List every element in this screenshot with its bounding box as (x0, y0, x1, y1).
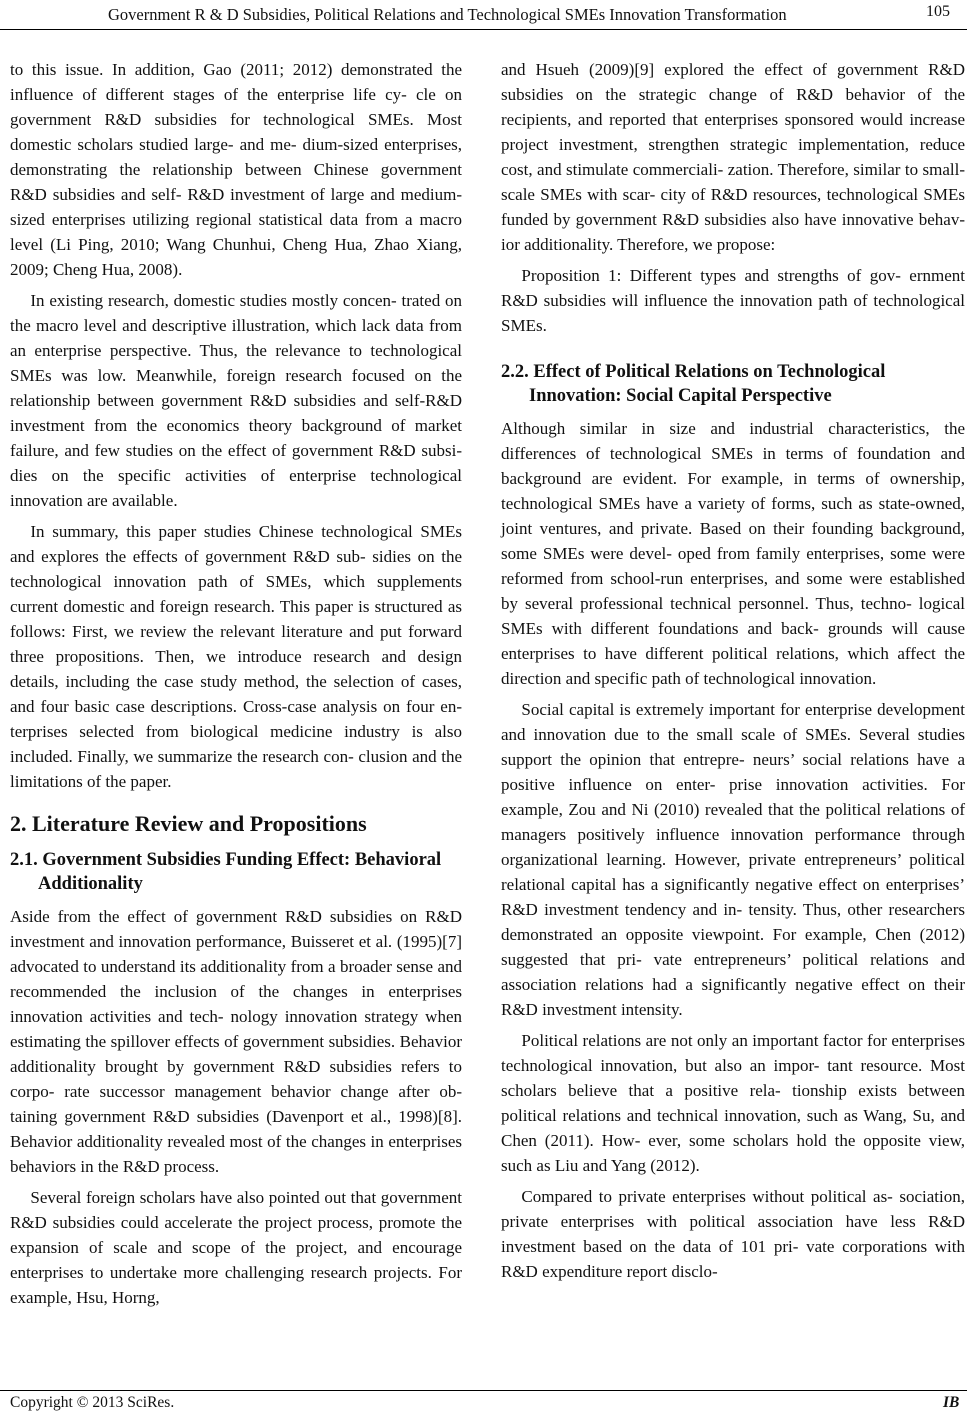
subsection-heading: 2.1. Government Subsidies Funding Effect: Behavioral Additionality (10, 850, 442, 894)
running-head: Government R & D Subsidies, Political Relations and Technological SMEs Innovation Transformation (108, 5, 787, 24)
left-column (10, 57, 462, 1316)
paragraph: Although similar in size and industrial characteristics, the differences of technological SMEs in terms of foundation and background are evident. For example, in terms of ownership, technological SMEs have a variety of forms, such as state-owned, joint ventures, and private. Based on their founding background, some SMEs were devel- oped from family enterprises, some were reformed from school-run enterprises, and some were established by several professional technical personnel. Thus, techno- logical SMEs with different foundations and back- grounds will cause enterprises to have different political relations, which affect the direction and specific path of technological innovation. (501, 419, 965, 688)
page-header (0, 0, 967, 34)
paragraph: Aside from the effect of government R&D subsidies on R&D investment and innovation performance, Buisseret et al. (1995)[7] advocated to understand its additionality from a broader sense and recommended the inclusion of the changes in enterprises innovation activities and tech- nology innovation strategy when estimating the spillover effects of government subsidies. Behavior additionality brought by government R&D subsidies refers to corpo- rate successor management behavior change after ob- taining government R&D subsidies (Davenport et al., 1998)[8]. Behavior additionality revealed most of the changes in enterprises behaviors in the R&D process. (10, 907, 462, 1176)
paragraph: and Hsueh (2009)[9] explored the effect of government R&D subsidies on the strategic change of R&D behavior of the recipients, and reported that enterprises sponsored would increase project investment, strengthen strategic implementation, reduce cost, and stimulate commerciali- zation. Therefore, similar to small-scale SMEs with scar- city of R&D resources, technological SMEs funded by government R&D subsidies also have innovative behav- ior additionality. Therefore, we propose: (501, 60, 965, 254)
proposition: Proposition 1: Different types and strengths of gov- ernment R&D subsidies will influence the innovation path of technological SMEs. (501, 266, 965, 335)
paragraph: Compared to private enterprises without political as- sociation, private enterprises with political association have less R&D investment based on the data of 101 pri- vate corporations with R&D expenditure report disclo- (501, 1187, 965, 1281)
copyright-notice: Copyright © 2013 SciRes. (10, 1394, 175, 1411)
page-number: 105 (926, 3, 950, 20)
journal-abbrev: IB (943, 1394, 960, 1411)
footer-rule (0, 1390, 967, 1391)
header-rule (0, 29, 967, 30)
paragraph: Social capital is extremely important for enterprise development and innovation due to the small scale of SMEs. Several studies support the opinion that entrepre- neurs’ social relations have a positive influence on enter- prise innovation activities. For example, Zou and Ni (2010) revealed that the political relations of managers positively influence innovation performance through organizational learning. However, private entrepreneurs’ political relational capital has a significantly negative effect on enterprises’ R&D investment tendency and in- tensity. Thus, other researchers demonstrated an opposite viewpoint. For example, Chen (2012) suggested that pri- vate entrepreneurs’ political relations and association relations had a significantly negative effect on their R&D investment intensity. (501, 700, 965, 1019)
paragraph: to this issue. In addition, Gao (2011; 2012) demonstrated the influence of different stages of the enterprise life cy- cle on government R&D subsidies for technological SMEs. Most domestic scholars studied large- and me- dium-sized enterprises, demonstrating the relationship between Chinese government R&D subsidies and self- R&D investment of large and medium-sized enterprises utilizing regional statistical data from a macro level (Li Ping, 2010; Wang Chunhui, Cheng Hua, Zhao Xiang, 2009; Cheng Hua, 2008). (10, 60, 462, 279)
paragraph: Several foreign scholars have also pointed out that government R&D subsidies could accelerate the project process, promote the expansion of scale and scope of the project, and encourage enterprises to undertake more challenging research projects. For example, Hsu, Horng, (10, 1188, 462, 1307)
paragraph: In summary, this paper studies Chinese technological SMEs and explores the effects of government R&D sub- sidies on the technological innovation path of SMEs, which supplements current domestic and foreign research. This paper is structured as follows: First, we review the relevant literature and put forward three propositions. Then, we introduce research and design details, including the case study method, the selection of cases, and four basic case descriptions. Cross-case analysis on four en- terprises selected from biological medicine industry is also included. Finally, we summarize the research con- clusion and the limitations of the paper. (10, 522, 462, 791)
right-column (501, 57, 965, 1290)
paragraph: Political relations are not only an important factor for enterprises technological innovation, but also an impor- tant resource. Most scholars believe that a positive rela- tionship exists between political relations and technical innovation, such as Wang, Su, and Chen (2011). How- ever, some scholars hold the opposite view, such as Liu and Yang (2012). (501, 1031, 965, 1175)
section-heading: 2. Literature Review and Propositions (10, 811, 367, 836)
paragraph: In existing research, domestic studies mostly concen- trated on the macro level and descriptive illustration, which lack data from an enterprise perspective. Thus, the relevance to technological SMEs was low. Meanwhile, foreign research focused on the relationship between government R&D subsidies and self-R&D investment from the economics theory background of market failure, and few studies on the effect of government R&D subsi- dies on the specific activities of enterprise technological innovation are available. (10, 291, 462, 510)
subsection-heading: 2.2. Effect of Political Relations on Technological Innovation: Social Capital Perspective (501, 362, 886, 406)
